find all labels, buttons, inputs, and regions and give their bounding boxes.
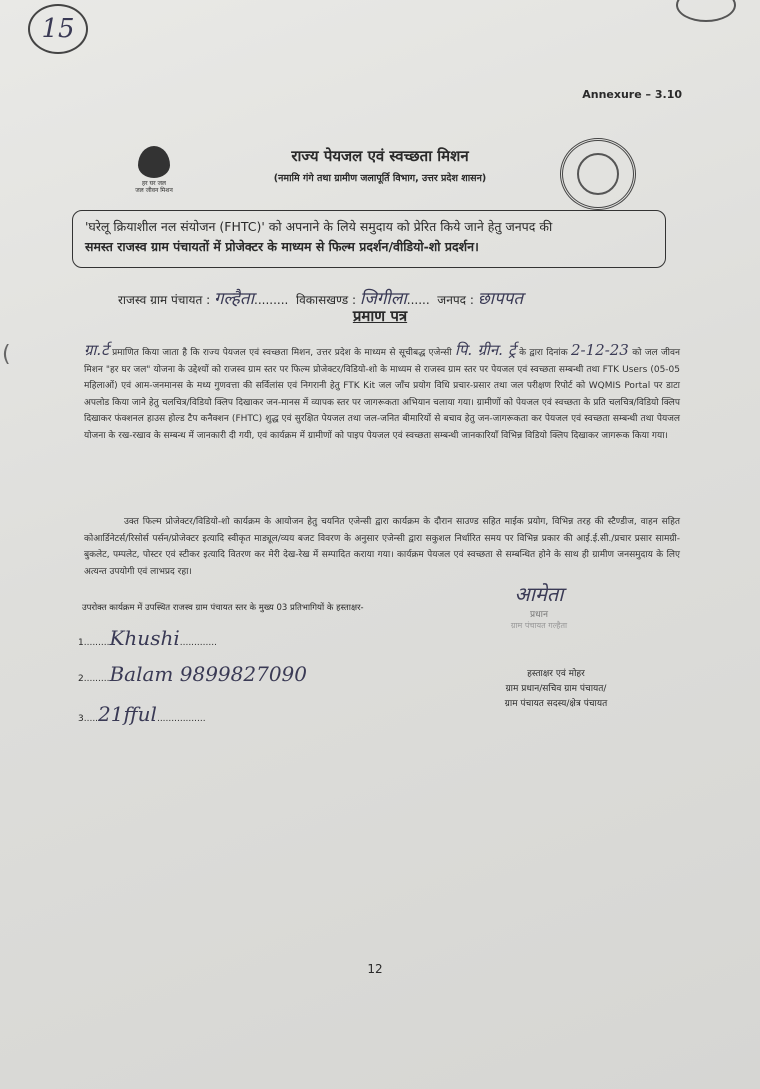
district-value: छापपत: [477, 289, 524, 309]
har-ghar-jal-logo: [128, 146, 180, 194]
up-government-seal-icon: [560, 138, 636, 210]
pradhan-signature-stamp: [484, 580, 594, 631]
signatories-intro: उपरोक्त कार्यक्रम में उपस्थित राजस्व ग्राम पंचायत स्तर के मुख्य 03 प्रतिभागियों के हस्ताक्षर-: [82, 603, 364, 613]
handwritten-date: 2-12-23: [571, 341, 629, 359]
mission-title: राज्य पेयजल एवं स्वच्छता मिशन: [291, 147, 469, 165]
mission-subtitle: (नमामि गंगे तथा ग्रामीण जलापूर्ति विभाग, उत्तर प्रदेश शासन): [273, 173, 487, 184]
signatory-1-sign: Khushi: [109, 626, 180, 650]
certificate-paragraph-1: [84, 342, 680, 444]
logo-tag: हर घर जल जल जीवन मिशन: [135, 180, 173, 194]
banner-line-1: 'घरेलू क्रियाशील नल संयोजन (FHTC)' को अपनाने के लिये समुदाय को प्रेरित किये जाने हेतु जनपद की: [85, 219, 553, 234]
village-label: राजस्व ग्राम पंचायत :: [118, 293, 211, 307]
location-fields: राजस्व ग्राम पंचायत : गल्हैता......... विकासखण्ड : जिगीला...... जनपद : छापपत: [118, 289, 524, 309]
pradhan-stamp-village: ग्राम पंचायत गल्हैता: [510, 621, 568, 630]
certificate-title: प्रमाण पत्र: [352, 307, 408, 325]
p1-text-c: को जल जीवन मिशन "हर घर जल" योजना के उद्देश्यों को राजस्व ग्राम स्तर पर फिल्म प्रोजेक्टर/विडियो-शो के माध्यम से राजस्व ग्राम स्तर पर पेयजल एवं स्वच्छता सम्बन्धी तथा FTK Users (05-05 महिलाओं) एवं आम-जनमानस के मध्य गुणवत्ता की सर्विलांस एवं निगरानी हेतु FTK Kit जल जाँच प्रयोग विधि प्रचार-प्रसार तथा जल परीक्षण रिपोर्ट को WQMIS Portal पर डाटा अपलोड किया जाने हेतु चलचित्र/विडियो क्लिप दिखाकर जन-मानस में व्यापक स्तर पर जागरूकता अभियान चलाया गया। ग्रामीणों को पेयजल एवं स्वच्छता के प्रति चलचित्र/विडियो क्लिप दिखाकर फंक्शनल हाउस होल्ड टैप कनैक्शन (FHTC) शुद्ध एवं सुरक्षित पेयजल तथा जल-जनित बीमारियों से बचाव हेतु जन-जागरूकता कर पेयजल एवं स्वच्छता सम्बन्धी तथा पेयजल योजना के रख-रखाव के सम्बन्ध में जानकारी दी गयी, एवं कार्यक्रम में ग्रामीणों को पाइप पेयजल एवं स्वच्छता सम्बन्धी जानकारियाँ विभिन्न विडियो क्लिप दिखाकर जागरूक किया गया।: [84, 348, 680, 441]
district-label: जनपद :: [437, 293, 474, 307]
p1-text-a: प्रमाणित किया जाता है कि राज्य पेयजल एवं स्वच्छता मिशन, उत्तर प्रदेश के माध्यम से सूचीबद्ध एजेन्सी: [112, 348, 452, 358]
pradhan-signature: आमेता: [514, 582, 564, 606]
signatory-1: 1.........Khushi.............: [78, 626, 217, 650]
handwritten-agency: पि. ग्रीन. र्ट्र: [455, 341, 516, 359]
program-banner: [72, 210, 666, 268]
block-label: विकासखण्ड :: [296, 293, 357, 307]
block-value: जिगीला: [359, 289, 407, 309]
pradhan-stamp-title: प्रधान: [530, 610, 548, 620]
signatory-2-sign: Balam 9899827090: [109, 662, 307, 686]
signatory-3: 3.....21fful.................: [78, 702, 206, 726]
p1-text-b: के द्वारा दिनांक: [519, 348, 568, 358]
handwritten-prefix: ग्रा.र्ट: [84, 341, 109, 359]
signatory-3-sign: 21fful: [98, 702, 157, 726]
signature-block: हस्ताक्षर एवं मोहर ग्राम प्रधान/सचिव ग्राम पंचायत/ ग्राम पंचायत सदस्य/क्षेत्र पंचायत: [504, 669, 608, 709]
village-value: गल्हैता: [213, 289, 255, 309]
margin-mark: (: [2, 342, 11, 367]
annexure-label: Annexure – 3.10: [582, 88, 682, 101]
banner-line-2: समस्त राजस्व ग्राम पंचायतों में प्रोजेक्टर के माध्यम से फिल्म प्रदर्शन/वीडियो-शो प्रदर्शन।: [85, 239, 479, 254]
signatory-2: 2.........Balam 9899827090: [78, 662, 307, 686]
page-number-circle: 15: [28, 4, 88, 54]
page-number: 12: [367, 962, 383, 976]
water-drop-icon: [138, 146, 170, 178]
certificate-paragraph-2: उक्त फिल्म प्रोजेक्टर/विडियो-शो कार्यक्रम के आयोजन हेतु चयनित एजेन्सी द्वारा कार्यक्रम के दौरान साउण्ड सहित माईक प्रयोग, विभिन्न तरह की स्टैण्डीज, वाहन सहित कोआर्डिनेटर्स/रिसोर्स पर्सन/प्रोजेक्टर इत्यादि स्वीकृत माड्यूल/व्यय बजट विवरण के अनुसार एजेन्सी द्वारा सकुशल निर्धारित समय पर विभिन्न प्रकार की आई.ई.सी./प्रचार प्रसार सामग्री-बुकलेट, पम्पलेट, पोस्टर एवं स्टीकर इत्यादि वितरण कर मेरी देख-रेख में सम्पादित कराया गया। कार्यक्रम पेयजल एवं स्वच्छता से सम्बन्धित होने के साथ ही ग्रामीण जनसमुदाय के लिए अत्यन्त उपयोगी एवं लाभप्रद रहा।: [84, 517, 680, 577]
